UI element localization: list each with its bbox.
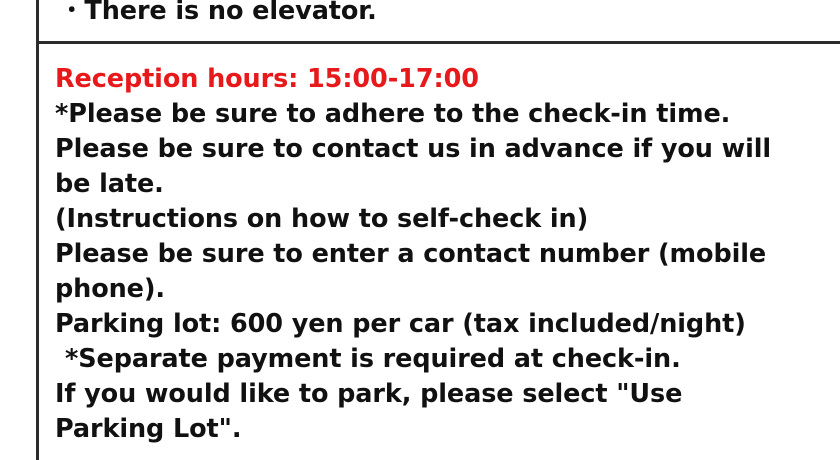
notice-line-select-parking-1: If you would like to park, please select "Use (55, 379, 683, 409)
table-left-border (36, 0, 39, 460)
blank-line (55, 29, 835, 62)
notice-line-contact-number-1: Please be sure to enter a contact number (mobile (55, 239, 767, 269)
notice-line-parking-fee: Parking lot: 600 yen per car (tax included/night) (55, 309, 746, 339)
notice-line-no-elevator: ・There is no elevator. (59, 0, 377, 26)
notice-line-select-parking-2: Parking Lot". (55, 414, 242, 444)
notice-line-separate-payment: *Separate payment is required at check-in. (65, 344, 681, 374)
notice-text-block (55, 0, 835, 447)
notice-line-contact-advance-1: Please be sure to contact us in advance if you will (55, 134, 772, 164)
notice-line-self-checkin: (Instructions on how to self-check in) (55, 204, 589, 234)
reception-hours-heading: Reception hours: 15:00-17:00 (55, 64, 479, 94)
notice-line-contact-number-2: phone). (55, 274, 166, 304)
notice-line-checkin-time: *Please be sure to adhere to the check-in time. (55, 99, 731, 129)
notice-line-contact-advance-2: be late. (55, 169, 164, 199)
